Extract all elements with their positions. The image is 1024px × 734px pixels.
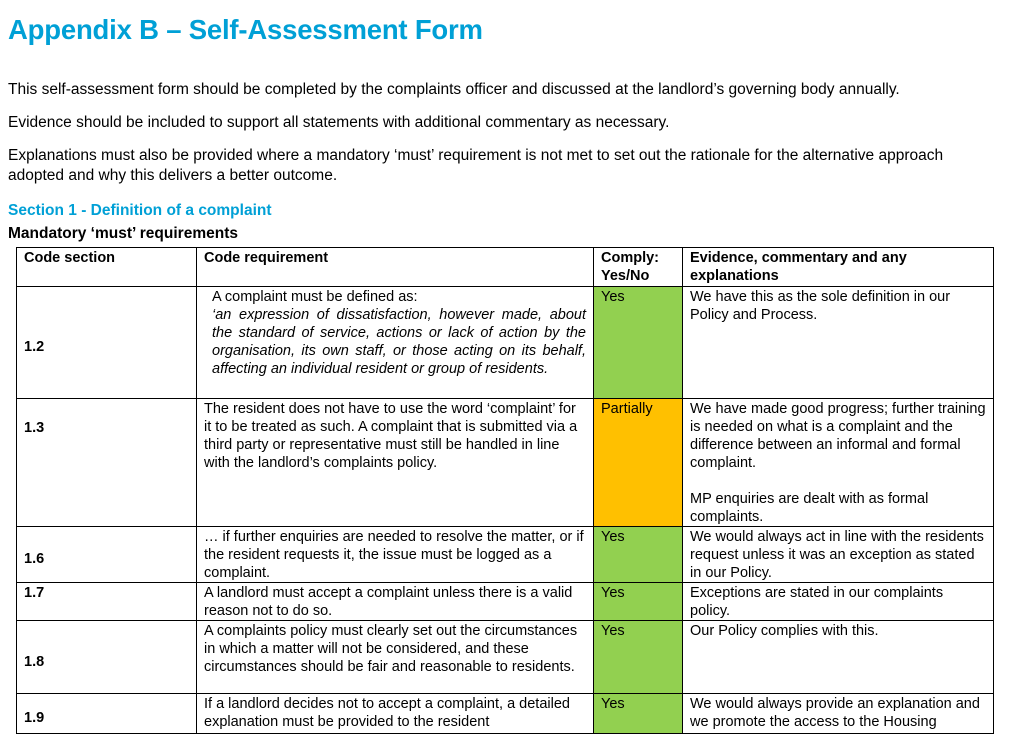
page-title: Appendix B – Self-Assessment Form <box>8 14 483 45</box>
table-row <box>17 621 994 694</box>
code-section-cell: 1.7 <box>17 583 197 621</box>
requirement-cell <box>197 287 594 399</box>
code-section-cell: 1.9 <box>17 694 197 734</box>
requirement-cell: If a landlord decides not to accept a complaint, a detailed explanation must be provided to the resident <box>197 694 594 734</box>
section-heading: Section 1 - Definition of a complaint <box>8 202 272 219</box>
requirement-cell: The resident does not have to use the word ‘complaint’ for it to be treated as such. A complaint that is submitted via a third party or representative must still be handled in line with the landlord’s complaints policy. <box>197 399 594 527</box>
requirement-cell: A complaints policy must clearly set out the circumstances in which a matter will not be considered, and these circumstances should be fair and reasonable to residents. <box>197 621 594 694</box>
code-section-cell: 1.2 <box>17 287 197 399</box>
table-header-row <box>17 248 994 287</box>
header-code-requirement: Code requirement <box>197 248 594 287</box>
sub-heading: Mandatory ‘must’ requirements <box>8 225 238 242</box>
evidence-cell: Our Policy complies with this. <box>683 621 994 694</box>
evidence-extra: MP enquiries are dealt with as formal complaints. <box>690 491 929 525</box>
evidence-cell: We would always act in line with the residents request unless it was an exception as stated in our Policy. <box>683 527 994 583</box>
table-row <box>17 399 994 527</box>
code-section-cell: 1.8 <box>17 621 197 694</box>
requirement-cell: … if further enquiries are needed to resolve the matter, or if the resident requests it, the issue must be logged as a complaint. <box>197 527 594 583</box>
comply-cell: Yes <box>594 287 683 399</box>
header-comply: Comply: Yes/No <box>594 248 683 287</box>
comply-cell: Yes <box>594 621 683 694</box>
header-code-section: Code section <box>17 248 197 287</box>
header-evidence: Evidence, commentary and any explanations <box>683 248 994 287</box>
table-row <box>17 694 994 734</box>
table-row <box>17 583 994 621</box>
intro-paragraph: This self-assessment form should be completed by the complaints officer and discussed at the landlord’s governing body annually. <box>8 81 900 98</box>
comply-cell: Yes <box>594 527 683 583</box>
code-section-cell: 1.3 <box>17 399 197 527</box>
evidence-text: We have made good progress; further training is needed on what is a complaint and the difference between an informal and formal complaint. <box>690 401 986 471</box>
table-row <box>17 287 994 399</box>
comply-cell: Yes <box>594 694 683 734</box>
comply-cell: Yes <box>594 583 683 621</box>
requirement-cell: A landlord must accept a complaint unless there is a valid reason not to do so. <box>197 583 594 621</box>
requirement-lead: A complaint must be defined as: <box>212 289 418 305</box>
evidence-cell: Exceptions are stated in our complaints policy. <box>683 583 994 621</box>
intro-paragraph: Explanations must also be provided where a mandatory ‘must’ requirement is not met to set out the rationale for the alternative approach adopted and why this delivers a better outcome. <box>8 147 944 184</box>
requirement-quote: ‘an expression of dissatisfaction, however made, about the standard of service, actions or lack of action by the organisation, its own staff, or those acting on its behalf, affecting an individual resident or group of residents. <box>212 307 586 377</box>
intro-paragraph: Evidence should be included to support all statements with additional commentary as necessary. <box>8 114 670 131</box>
table-row <box>17 527 994 583</box>
evidence-cell: We would always provide an explanation and we promote the access to the Housing <box>683 694 994 734</box>
code-section-cell: 1.6 <box>17 527 197 583</box>
evidence-cell <box>683 399 994 527</box>
requirements-table <box>16 247 994 734</box>
comply-cell: Partially <box>594 399 683 527</box>
evidence-cell: We have this as the sole definition in our Policy and Process. <box>683 287 994 399</box>
